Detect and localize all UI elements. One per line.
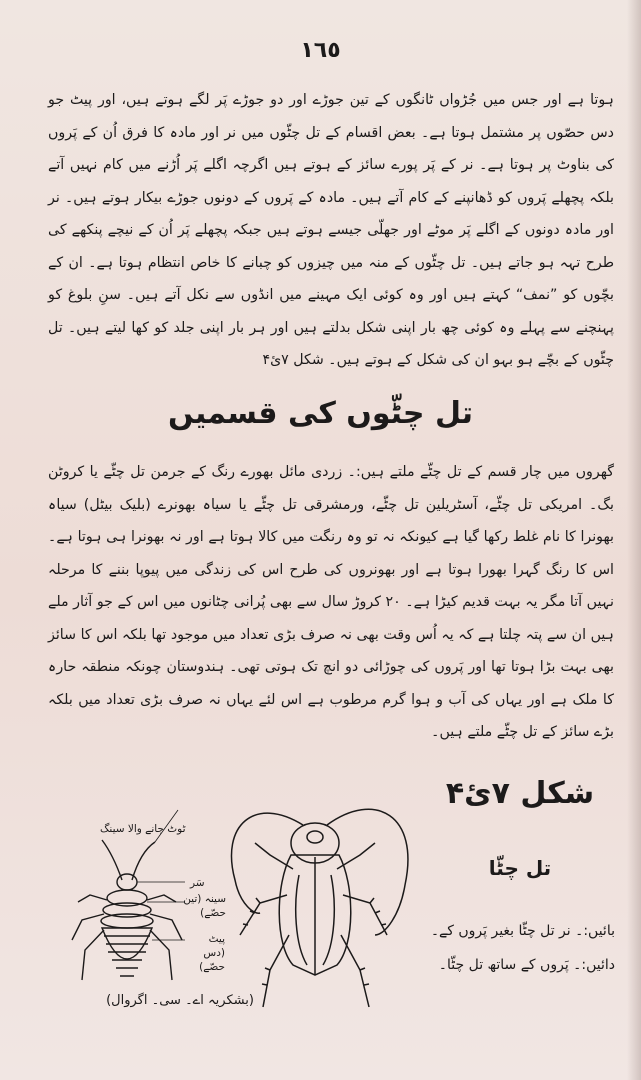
figure-name: تل چٹّا	[488, 856, 552, 880]
label-head: سَر	[190, 877, 205, 889]
winged-cockroach-illustration	[215, 785, 415, 1010]
figure-caption-left-insect: بائیں:۔ نر تل چٹّا بغیر پَروں کے۔	[430, 923, 615, 939]
paragraph-anatomy: ہوتا ہے اور جس میں جُڑواں ٹانگوں کے تین جوڑے اور دو جوڑے پَر لگے ہوتے ہیں، اور پیٹ جو دس حصّوں پر مشتمل ہوتا ہے۔ بعض اقسام کے تل چٹّوں میں نر اور مادہ کا فرق اُن کے پَروں کی بناوٹ پر ہوتا ہے۔ نر کے پَر پورے سائز کے ہوتے ہیں اگرچہ اگلے پَر اُڑنے میں کام نہیں آتے بلکہ پچھلے پَروں کو ڈھانپنے کے کام آتے ہیں۔ مادہ کے پَروں کے دونوں جوڑے بیکار ہوتے ہیں۔ نر اور مادہ دونوں کے اگلے پَر موٹے اور جھلّی جیسے ہوتے ہیں جبکہ پچھلے پَر اُن کے نیچے پنکھے کی طرح تہہ ہو جاتے ہیں۔ تل چٹّوں کے منہ میں چیزوں کو چبانے کا خاص انتظام ہوتا ہے۔ ان کے بچّوں کو ”نمف“ کہتے ہیں اور وہ کوئی ایک مہینے میں انڈوں سے نکل آتے ہیں۔ سنِ بلوغ کو پہنچنے سے پہلے وہ کوئی چھ بار اپنی شکل بدلتے ہیں اور ہر بار اپنی جلد کو کھا لیتے ہیں۔ تل چٹّوں کے بچّے ہو بہو ان کی شکل کے ہوتے ہیں۔ شکل ۷ئ۴	[48, 92, 614, 368]
wingless-cockroach-illustration	[60, 840, 200, 1000]
figure-credit: (بشکریہ اے۔ سی۔ اگروال)	[106, 993, 254, 1008]
paragraph-species: گھروں میں چار قسم کے تل چٹّے ملتے ہیں:۔ زردی مائل بھورے رنگ کے جرمن تل چٹّے یا کروٹن بگ۔ امریکی تل چٹّے، آسٹریلین تل چٹّے، ورمشرقی تل چٹّے یا سیاہ بھونرے (بلیک بیٹل) سیاہ بھونرا کا نام غلط رکھا گیا ہے کیونکہ نہ تو وہ رنگت میں کالا ہوتا ہے اور نہ بھونرا ہی ہوتا ہے۔ اس کا رنگ گہرا بھورا ہوتا ہے اور بھونروں کی طرح اس کی زندگی میں پیوپا بننے کا مرحلہ نہیں آتا مگر یہ بہت قدیم کیڑا ہے۔ ۲۰ کروڑ سال سے بھی پُرانی چٹانوں میں اس کے جو آثار ملے ہیں ان سے پتہ چلتا ہے کہ یہ اُس وقت بھی نہ صرف بڑی تعداد میں موجود تھا بلکہ اس کا سائز بھی بہت بڑا ہوتا تھا اور پَروں کی چوڑائی دو انچ تک ہوتی تھی۔ ہندوستان چونکہ منطقہ حارہ کا ملک ہے اور یہاں کی آب و ہوا گرم مرطوب ہے اس لئے یہاں نہ صرف بڑی تعداد میں بلکہ بڑے سائز کے تل چٹّے ملتے ہیں۔	[48, 464, 614, 740]
page-edge-shadow	[627, 0, 641, 1080]
label-antenna: ٹوٹ جانے والا سینگ	[100, 823, 186, 835]
page-number: ١٦٥	[300, 38, 341, 63]
label-abdomen: پیٹ (دس حصّے)	[199, 933, 225, 973]
section-heading: تل چٹّوں کی قسمیں	[168, 396, 473, 431]
label-thorax: سینہ (تین حصّے)	[183, 893, 226, 919]
figure-caption-right-insect: دائیں:۔ پَروں کے ساتھ تل چٹّا۔	[438, 957, 615, 973]
figure-label: شکل ۷ئ۴	[445, 776, 595, 811]
